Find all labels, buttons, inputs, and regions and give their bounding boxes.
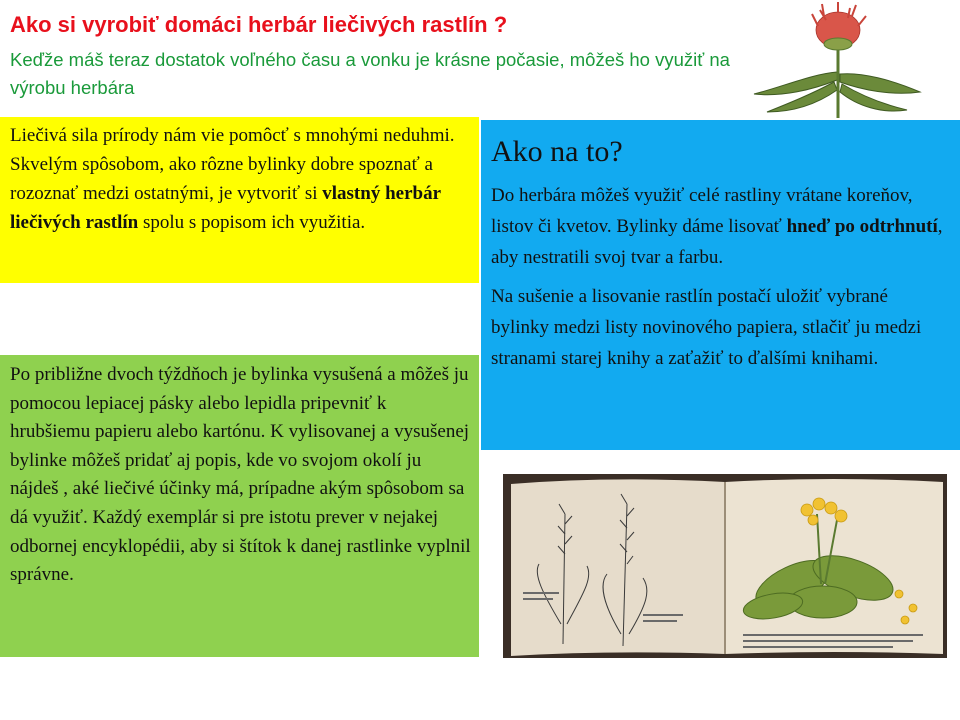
herbarium-book-illustration	[503, 474, 947, 658]
howto-box	[481, 120, 960, 450]
intro-paragraph	[10, 121, 471, 237]
intro-box	[0, 117, 479, 283]
howto-heading: Ako na to?	[491, 135, 623, 168]
page-title: Ako si vyrobiť domáci herbár liečivých rastlín ?	[10, 12, 508, 37]
intro-text-start: Liečivá sila prírody nám vie pomôcť s mnohými neduhmi. Skvelým spôsobom, ako rôzne bylinky dobre spoznať a rozoznať medzi ostatnými, je vytvoriť si	[10, 125, 455, 204]
howto-p1-end: , aby nestratili svoj tvar a farbu.	[491, 216, 943, 268]
drying-box	[0, 355, 479, 657]
howto-paragraph-2: Na sušenie a lisovanie rastlín postačí uložiť vybrané bylinky medzi listy novinového papiera, stlačiť ju medzi stranami starej knihy a zaťažiť to ďalšími knihami.	[491, 286, 922, 369]
howto-paragraph-1	[491, 180, 950, 273]
howto-p1-start: Do herbára môžeš využiť celé rastliny vrátane koreňov, listov či kvetov. Bylinky dáme lisovať	[491, 185, 913, 237]
drying-paragraph: Po približne dvoch týždňoch je bylinka vysušená a môžeš ju pomocou lepiacej pásky alebo lepidla pripevniť k hrubšiemu papieru alebo kartónu. K vylisovanej a vysušenej bylinke môžeš pridať aj popis, kde vo svojom okolí ju nájdeš , aké liečivé účinky má, prípadne akým spôsobom sa dá využiť. Každý exemplár si pre istotu prever v nejakej odbornej encyklopédii, aby si štítok k danej rastlinke vyplnil správne.	[10, 364, 471, 586]
intro-text-end: spolu s popisom ich využitia.	[138, 212, 366, 233]
flower-illustration	[742, 2, 930, 120]
howto-p1-bold: hneď po odtrhnutí	[786, 216, 938, 237]
intro-bold-text: vlastný herbár liečivých rastlín	[10, 183, 441, 233]
page-subtitle: Keďže máš teraz dostatok voľného času a vonku je krásne počasie, môžeš ho využiť na výrobu herbára	[10, 49, 730, 98]
